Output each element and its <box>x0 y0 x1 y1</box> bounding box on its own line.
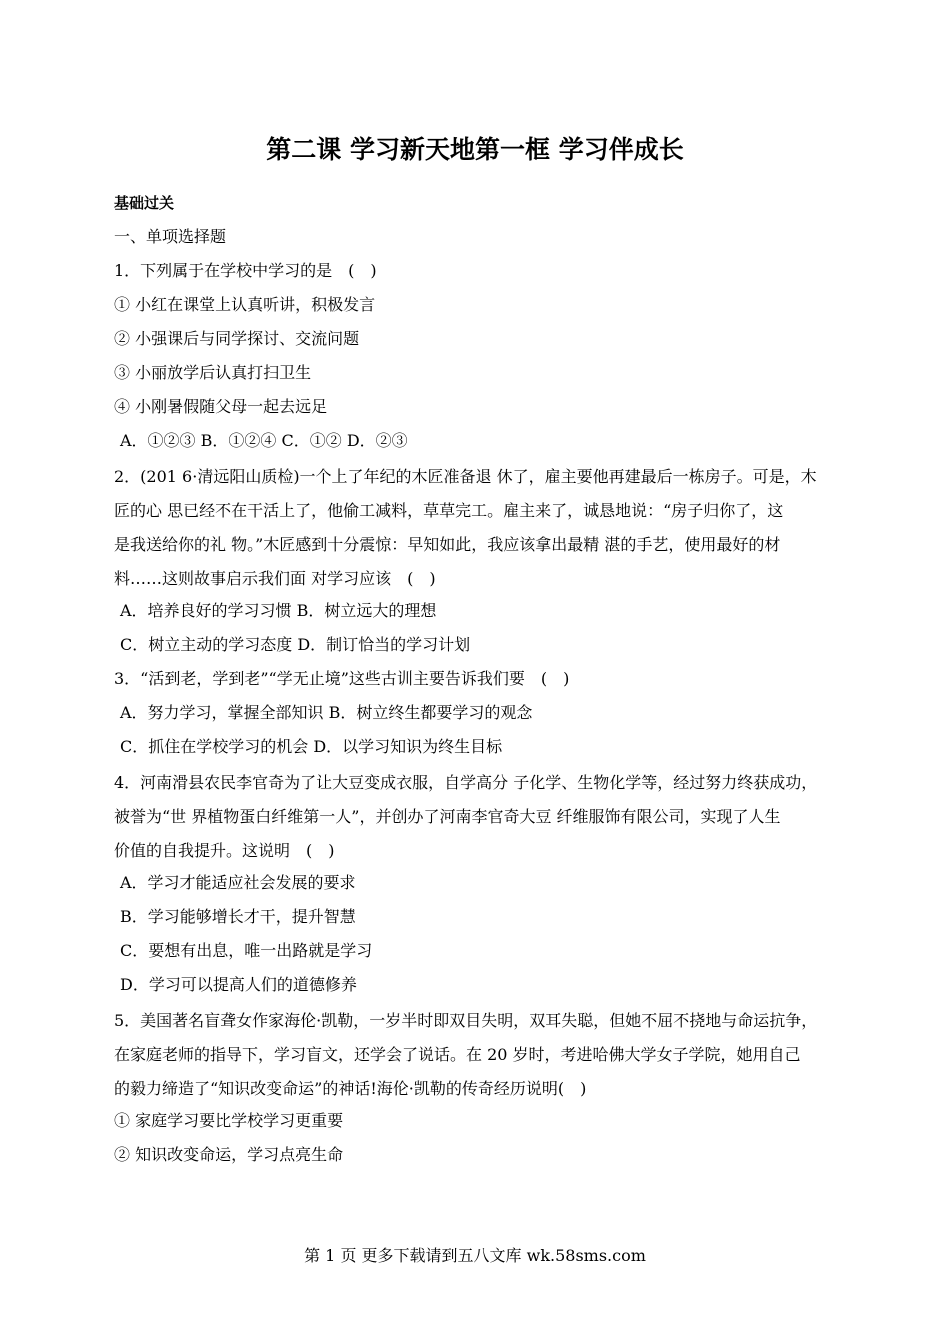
page-footer: 第 1 页 更多下载请到五八文库 wk.58sms.com <box>304 1246 646 1265</box>
question-item: ① 家庭学习要比学校学习更重要 <box>114 1111 344 1130</box>
answer-options: C．抓住在学校学习的机会 D．以学习知识为终生目标 <box>120 737 503 756</box>
section-label: 基础过关 <box>114 194 175 212</box>
question-stem-line: 2．(201 6·清远阳山质检)一个上了年纪的木匠准备退 休了，雇主要他再建最后一栋房子。可是，木 <box>114 467 817 486</box>
question-1 <box>114 254 854 458</box>
question-item: ② 知识改变命运，学习点亮生命 <box>114 1145 344 1164</box>
question-stem-line: 被誉为“世 界植物蛋白纤维第一人”，并创办了河南李官奇大豆 纤维服饰有限公司，实现了人生 <box>114 807 781 826</box>
question-stem-line: 4．河南滑县农民李官奇为了让大豆变成衣服，自学高分 子化学、生物化学等，经过努力终获成功， <box>114 773 818 792</box>
question-item: ④ 小刚暑假随父母一起去远足 <box>114 397 328 416</box>
answer-options: C．树立主动的学习态度 D．制订恰当的学习计划 <box>120 635 471 654</box>
question-4 <box>114 764 854 1002</box>
question-stem-line: 5．美国著名盲聋女作家海伦·凯勒，一岁半时即双目失明，双耳失聪，但她不屈不挠地与命运抗争， <box>114 1011 818 1030</box>
part-label: 一、单项选择题 <box>114 227 227 246</box>
question-stem-line: 在家庭老师的指导下，学习盲文，还学会了说话。在 20 岁时，考进哈佛大学女子学院，她用自己 <box>114 1045 801 1064</box>
answer-options: A．①②③ B．①②④ C．①② D．②③ <box>120 431 408 450</box>
document-body <box>114 186 854 1172</box>
answer-options: C．要想有出息，唯一出路就是学习 <box>120 941 373 960</box>
answer-options: A．努力学习，掌握全部知识 B．树立终生都要学习的观念 <box>120 703 533 722</box>
answer-options: A．培养良好的学习习惯 B．树立远大的理想 <box>120 601 437 620</box>
question-stem-line: 的毅力缔造了“知识改变命运”的神话!海伦·凯勒的传奇经历说明( ) <box>114 1079 587 1098</box>
question-stem-line: 料……这则故事启示我们面 对学习应该 ( ) <box>114 569 436 588</box>
page-title: 第二课 学习新天地第一框 学习伴成长 <box>266 135 684 164</box>
answer-options: B．学习能够增长才干，提升智慧 <box>120 907 356 926</box>
question-item: ③ 小丽放学后认真打扫卫生 <box>114 363 312 382</box>
question-item: ① 小红在课堂上认真听讲，积极发言 <box>114 295 376 314</box>
answer-options: D．学习可以提高人们的道德修养 <box>120 975 357 994</box>
question-5 <box>114 1002 854 1172</box>
question-stem: 3．“活到老，学到老”“学无止境”这些古训主要告诉我们要 ( ) <box>114 669 570 688</box>
question-stem-line: 匠的心 思已经不在干活上了，他偷工减料，草草完工。雇主来了，诚恳地说：“房子归你了，这 <box>114 501 784 520</box>
answer-options: A．学习才能适应社会发展的要求 <box>120 873 356 892</box>
question-stem-line: 是我送给你的礼 物。”木匠感到十分震惊：早知如此，我应该拿出最精 湛的手艺，使用最好的材 <box>114 535 781 554</box>
question-item: ② 小强课后与同学探讨、交流问题 <box>114 329 360 348</box>
question-2 <box>114 458 854 662</box>
question-stem-line: 价值的自我提升。这说明 ( ) <box>114 841 335 860</box>
question-stem: 1．下列属于在学校中学习的是 ( ) <box>114 261 377 280</box>
question-3 <box>114 662 854 764</box>
